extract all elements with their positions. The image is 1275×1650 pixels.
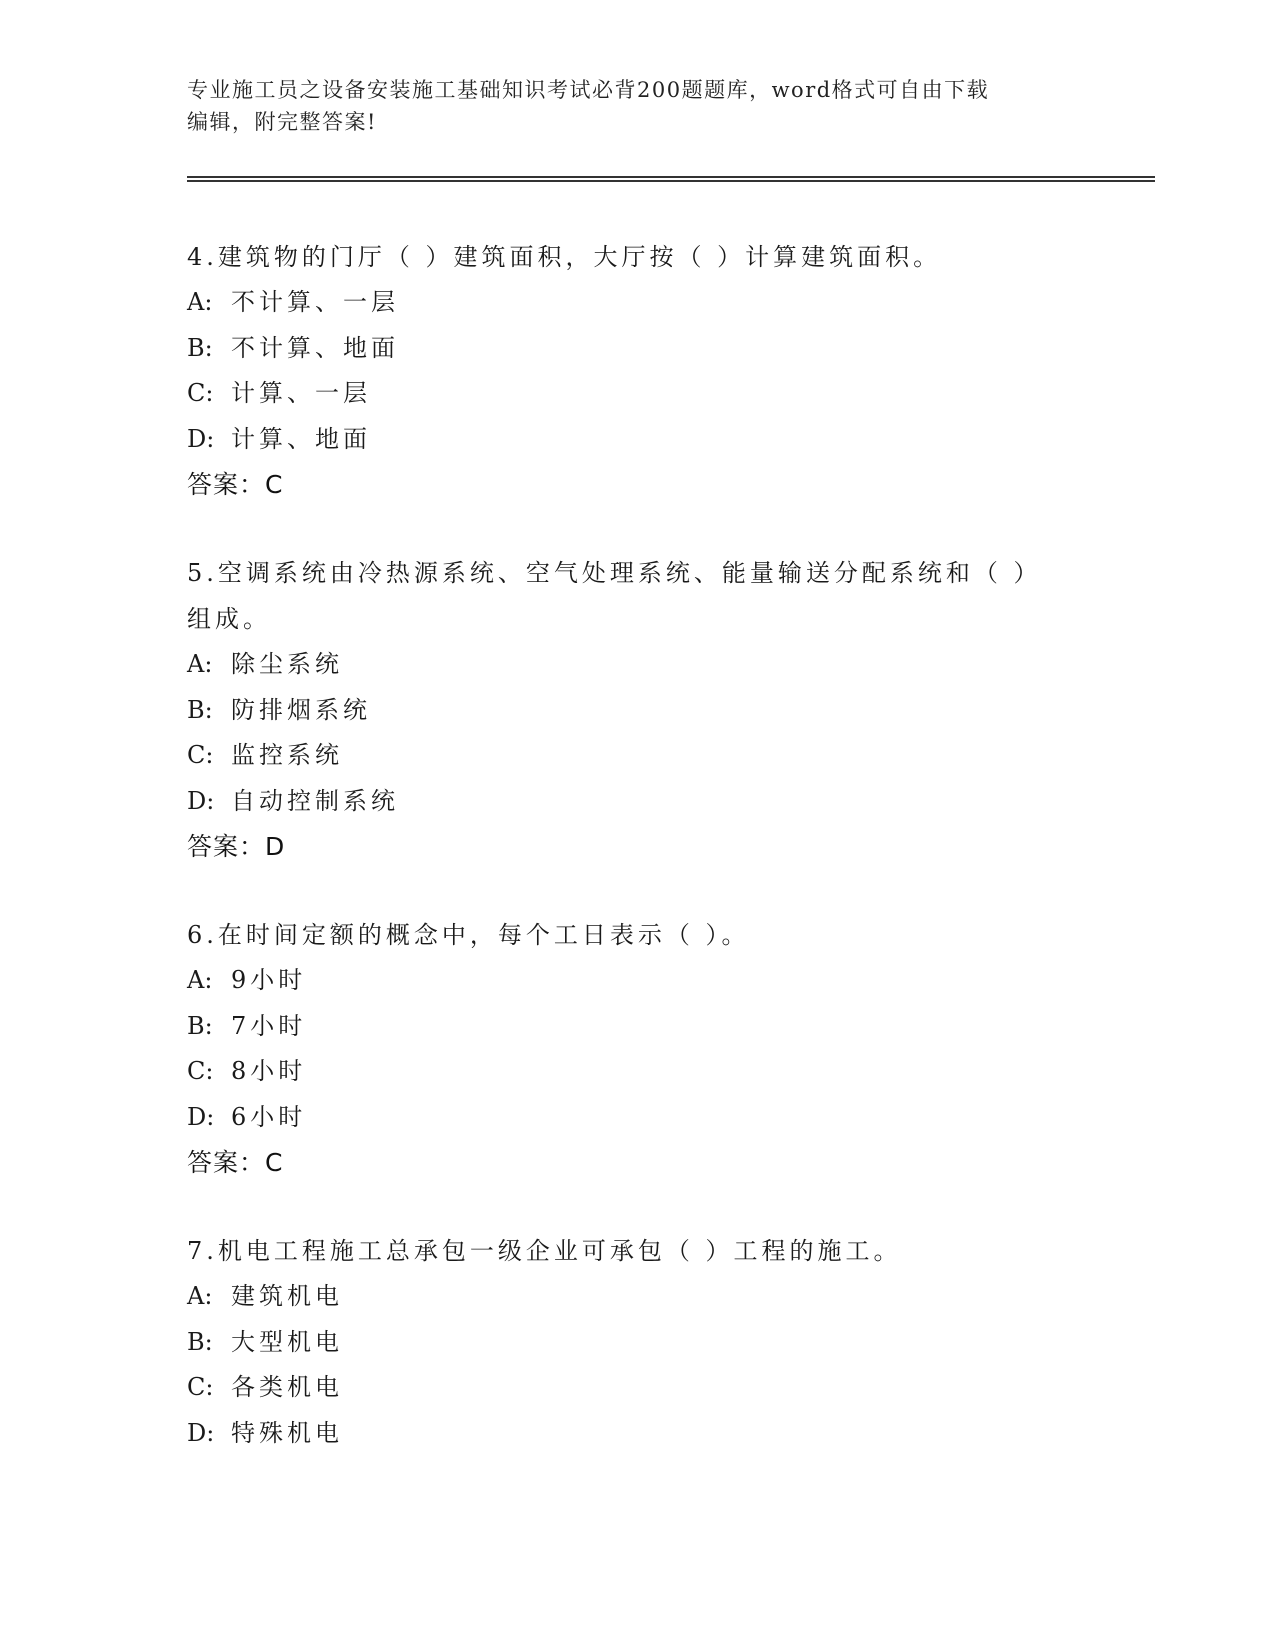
option-letter: A:	[187, 650, 213, 678]
option-letter: B:	[187, 695, 213, 724]
question-4	[187, 234, 1155, 508]
question-stem: 4.建筑物的门厅（ ）建筑面积，大厅按（ ）计算建筑面积。	[187, 243, 942, 271]
option-c	[187, 733, 1155, 779]
question-stem: 7.机电工程施工总承包一级企业可承包（ ）工程的施工。	[187, 1237, 902, 1265]
header-line-2: 编辑，附完整答案!	[187, 110, 377, 134]
question-6	[187, 912, 1155, 1186]
option-letter: B:	[187, 333, 213, 362]
option-a	[187, 958, 1155, 1004]
option-letter: C:	[187, 379, 214, 407]
document-header	[187, 74, 1067, 138]
option-text: 7小时	[231, 1011, 307, 1040]
option-letter: B:	[187, 1011, 213, 1040]
option-text: 不计算、一层	[231, 288, 399, 316]
question-7	[187, 1228, 1155, 1456]
option-letter: B:	[187, 1327, 213, 1356]
option-letter: A:	[187, 1282, 213, 1310]
option-text: 6小时	[231, 1102, 307, 1131]
option-text: 除尘系统	[231, 650, 343, 678]
question-stem-continued: 组成。	[187, 605, 271, 633]
option-text: 特殊机电	[231, 1418, 343, 1447]
option-a	[187, 280, 1155, 326]
option-b	[187, 1320, 1155, 1366]
option-letter: D:	[187, 1418, 215, 1447]
header-line-1: 专业施工员之设备安装施工基础知识考试必背200题题库，word格式可自由下载	[187, 78, 990, 102]
answer-line: 答案：D	[187, 832, 286, 861]
option-letter: C:	[187, 1057, 214, 1085]
option-text: 大型机电	[231, 1327, 343, 1356]
option-a	[187, 1274, 1155, 1320]
question-list	[187, 234, 1155, 1498]
option-letter: A:	[187, 966, 213, 994]
option-b	[187, 1004, 1155, 1050]
question-5	[187, 550, 1155, 870]
option-letter: D:	[187, 424, 215, 453]
option-letter: C:	[187, 741, 214, 769]
option-c	[187, 371, 1155, 417]
option-text: 建筑机电	[231, 1282, 343, 1310]
option-a	[187, 642, 1155, 688]
option-c	[187, 1049, 1155, 1095]
option-letter: A:	[187, 288, 213, 316]
option-text: 计算、一层	[231, 379, 371, 407]
option-b	[187, 326, 1155, 372]
header-divider	[187, 176, 1155, 182]
option-d	[187, 417, 1155, 463]
option-text: 自动控制系统	[231, 786, 399, 815]
option-c	[187, 1365, 1155, 1411]
option-b	[187, 688, 1155, 734]
question-stem: 6.在时间定额的概念中，每个工日表示（ ）。	[187, 921, 750, 949]
option-letter: C:	[187, 1373, 214, 1401]
option-letter: D:	[187, 786, 215, 815]
option-text: 9小时	[231, 966, 307, 994]
option-text: 计算、地面	[231, 424, 371, 453]
answer-line: 答案：C	[187, 1148, 284, 1177]
option-letter: D:	[187, 1102, 215, 1131]
question-stem: 5.空调系统由冷热源系统、空气处理系统、能量输送分配系统和（ ）	[187, 559, 1042, 587]
option-d	[187, 779, 1155, 825]
option-text: 不计算、地面	[231, 333, 399, 362]
option-text: 8小时	[231, 1057, 307, 1085]
option-text: 各类机电	[231, 1373, 343, 1401]
answer-line: 答案：C	[187, 470, 284, 499]
option-d	[187, 1095, 1155, 1141]
option-d	[187, 1411, 1155, 1457]
option-text: 防排烟系统	[231, 695, 371, 724]
option-text: 监控系统	[231, 741, 343, 769]
